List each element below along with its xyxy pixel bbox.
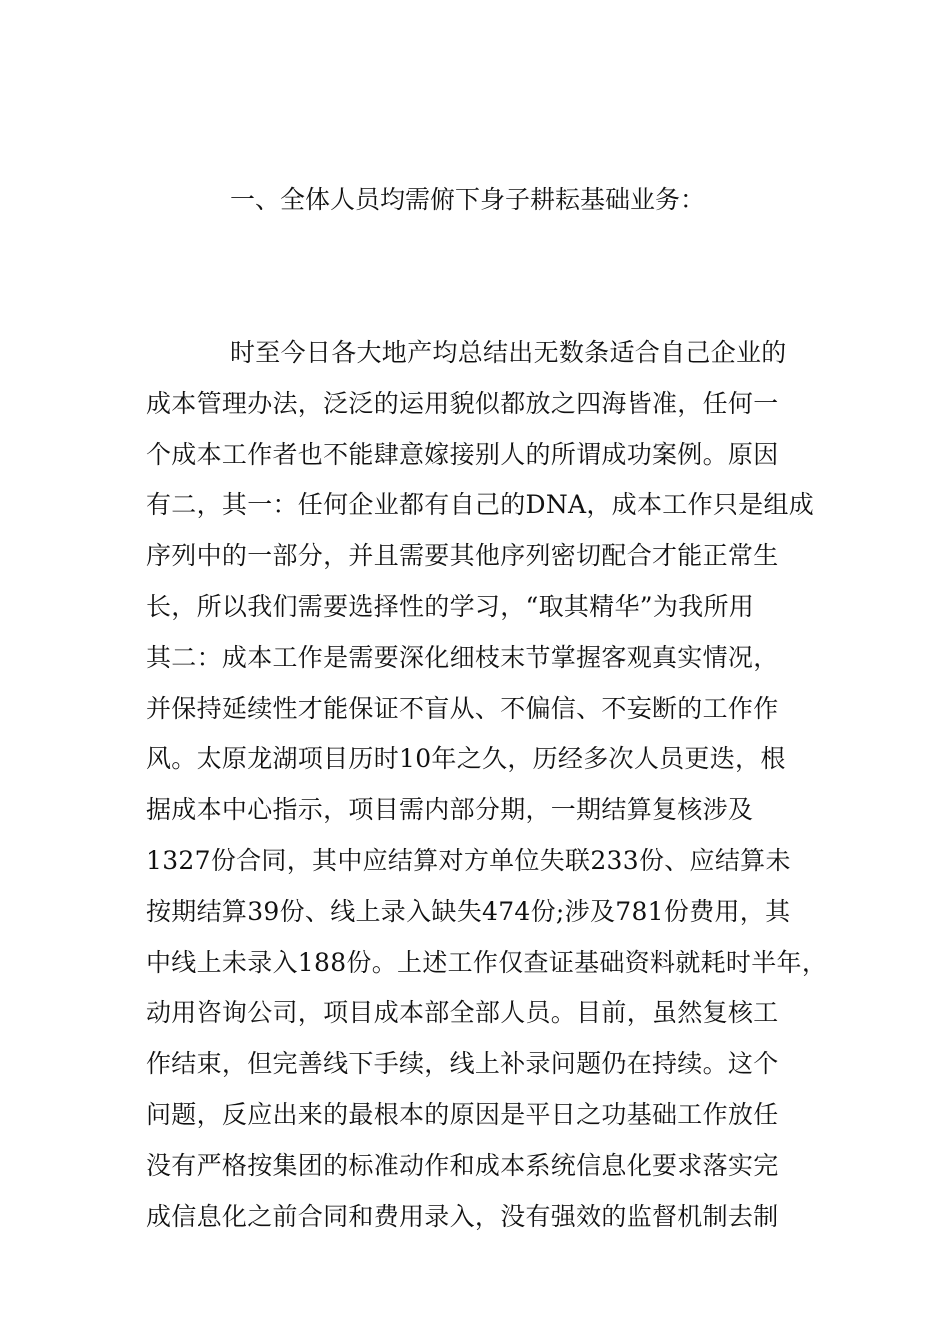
paragraph-line: 时至今日各大地产均总结出无数条适合自己企业的 [230,338,787,367]
section-heading: 一、全体人员均需俯下身子耕耘基础业务： [230,185,706,214]
paragraph-line: 中线上未录入188份。上述工作仅查证基础资料就耗时半年， [146,947,828,977]
paragraph-line: 成信息化之前合同和费用录入，没有强效的监督机制去制 [146,1201,779,1231]
paragraph-line: 个成本工作者也不能肆意嫁接别人的所谓成功案例。原因 [146,439,779,469]
paragraph-line: 作结束，但完善线下手续，线上补录问题仍在持续。这个 [146,1049,779,1079]
paragraph-line: 并保持延续性才能保证不盲从、不偏信、不妄断的工作作 [146,693,779,723]
paragraph-line: 动用咨询公司，项目成本部全部人员。目前，虽然复核工 [146,998,779,1028]
paragraph-line: 其二：成本工作是需要深化细枝末节掌握客观真实情况， [146,642,779,672]
paragraph-line: 按期结算39份、线上录入缺失474份;涉及781份费用，其 [146,896,791,926]
paragraph-line: 问题，反应出来的最根本的原因是平日之功基础工作放任 [146,1099,779,1129]
paragraph-line: 没有严格按集团的标准动作和成本系统信息化要求落实完 [146,1150,779,1180]
paragraph-line: 风。太原龙湖项目历时10年之久，历经多次人员更迭，根 [146,744,786,774]
paragraph-line: 1327份合同，其中应结算对方单位失联233份、应结算未 [146,845,791,875]
paragraph-line: 据成本中心指示，项目需内部分期，一期结算复核涉及 [146,795,754,825]
paragraph-line: 长，所以我们需要选择性的学习，“取其精华”为我所用 [146,591,755,621]
paragraph-line: 成本管理办法，泛泛的运用貌似都放之四海皆准，任何一 [146,388,779,418]
body-paragraph [146,328,846,1242]
paragraph-line: 有二，其一：任何企业都有自己的DNA，成本工作只是组成 [146,490,815,520]
paragraph-line: 序列中的一部分，并且需要其他序列密切配合才能正常生 [146,541,779,571]
